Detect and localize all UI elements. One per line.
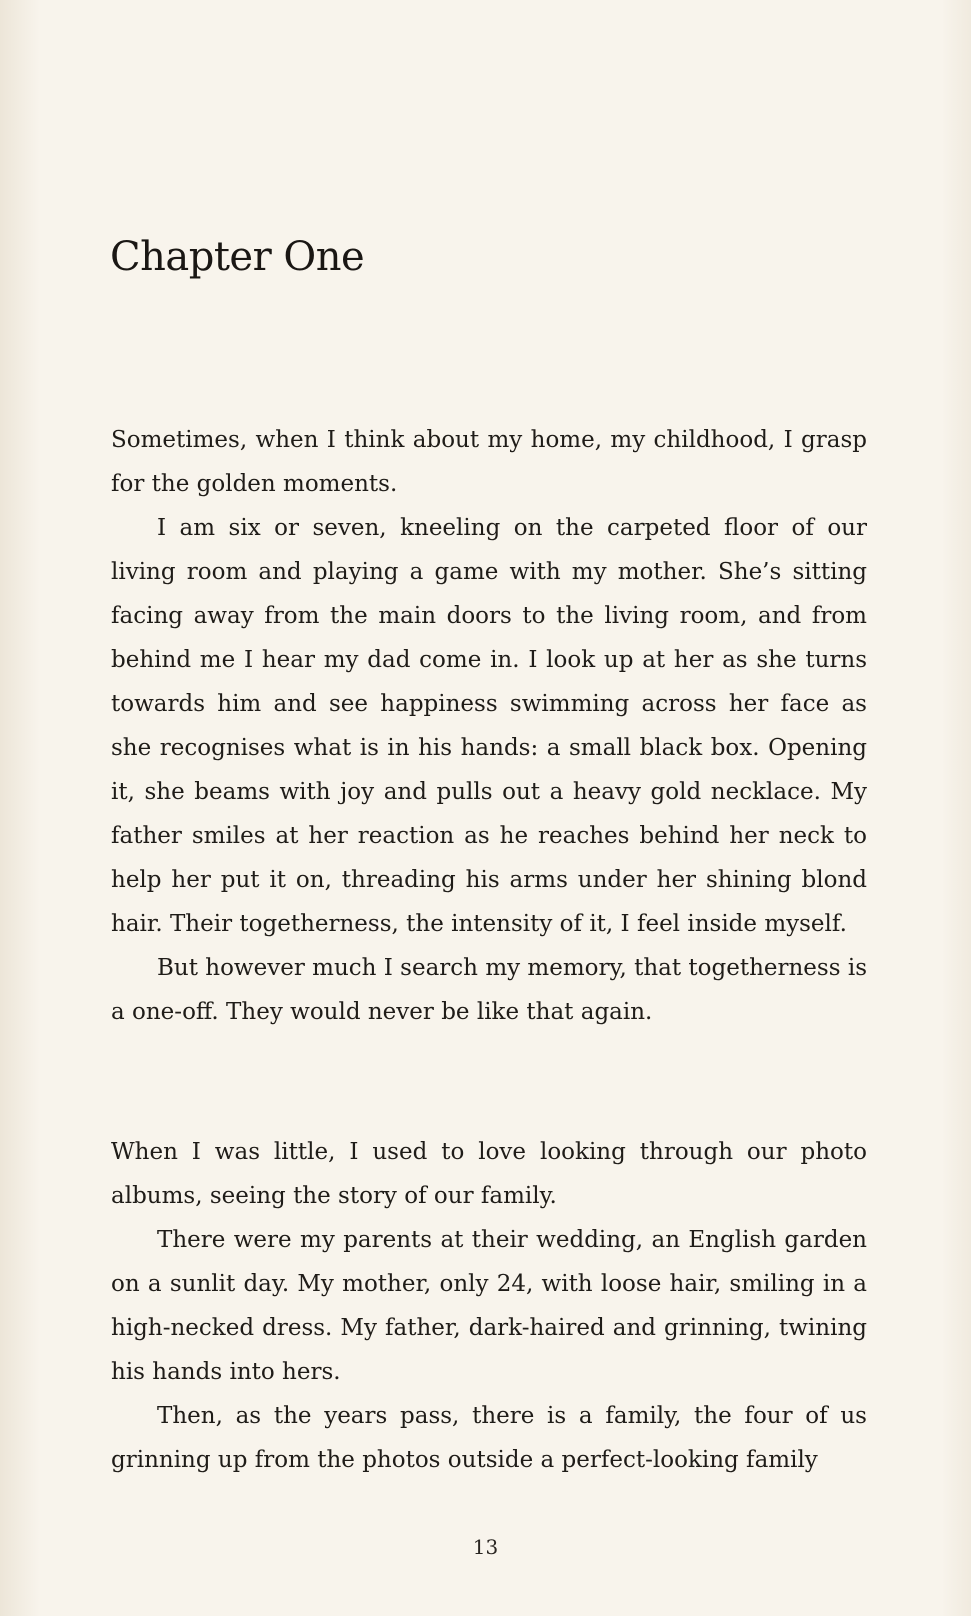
paragraph: Then, as the years pass, there is a family, the four of us grinning up from the photos outside a perfect-looking family bbox=[111, 1403, 867, 1473]
section-two bbox=[111, 1130, 867, 1482]
section-one bbox=[111, 418, 867, 1034]
chapter-title: Chapter One bbox=[110, 234, 365, 280]
paragraph: Sometimes, when I think about my home, my childhood, I grasp for the golden moments. bbox=[111, 427, 867, 497]
paragraph: There were my parents at their wedding, an English garden on a sunlit day. My mother, only 24, with loose hair, smiling in a high-necked dress. My father, dark-haired and grinning, twining his hands into hers. bbox=[111, 1227, 867, 1385]
paragraph: I am six or seven, kneeling on the carpeted floor of our living room and playing a game with my mother. She’s sitting facing away from the main doors to the living room, and from behind me I hear my dad come in. I look up at her as she turns towards him and see happiness swimming across her face as she recognises what is in his hands: a small black box. Opening it, she beams with joy and pulls out a heavy gold necklace. My father smiles at her reaction as he reaches behind her neck to help her put it on, threading his arms under her shining blond hair. Their togetherness, the intensity of it, I feel inside myself. bbox=[111, 515, 867, 937]
paragraph: But however much I search my memory, that togetherness is a one-off. They would never be like that again. bbox=[111, 955, 867, 1025]
page-number: 13 bbox=[472, 1535, 499, 1559]
paragraph: When I was little, I used to love looking through our photo albums, seeing the story of our family. bbox=[111, 1139, 867, 1209]
